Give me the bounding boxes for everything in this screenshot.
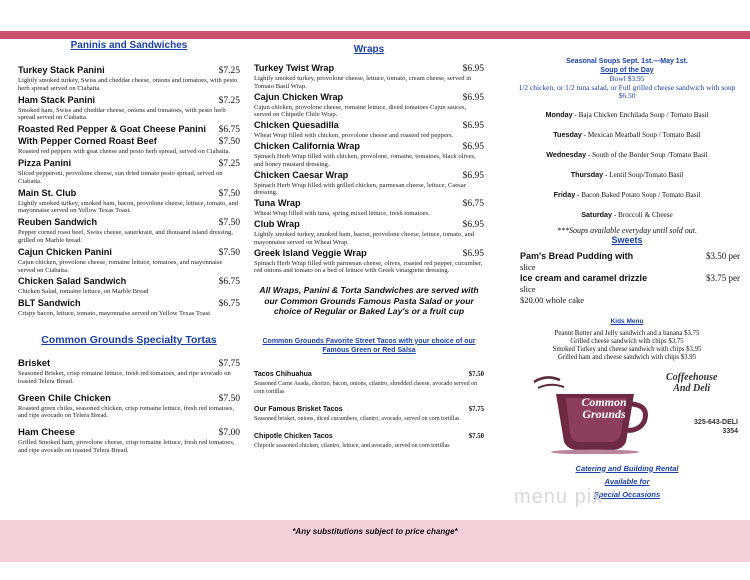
menu-item-price: $7.75 xyxy=(218,358,240,369)
menu-item-price: $7.50 xyxy=(218,218,240,229)
menu-item-name: Roasted Red Pepper & Goat Cheese Panini xyxy=(18,124,206,135)
logo-brand-common: Common xyxy=(581,394,627,409)
menu-item-price: $7.50 xyxy=(218,247,240,258)
menu-item-row xyxy=(18,276,240,288)
substitution-disclaimer: *Any substitutions subject to price change* xyxy=(292,527,458,536)
sweet-item-unit: slice xyxy=(520,261,536,272)
menu-item-row xyxy=(254,431,484,442)
menu-item-description: Wheat Wrap filled with tuna, spring mixed lettuce, fresh tomatoes. xyxy=(254,210,430,218)
menu-item-name: Cajun Chicken Panini xyxy=(18,246,112,257)
menu-item-row xyxy=(18,298,240,310)
menu-item-row xyxy=(18,124,240,136)
menu-item-name: Club Wrap xyxy=(254,218,300,229)
menu-item-price: $6.95 xyxy=(462,121,484,132)
sweet-item-price: $3.75 per xyxy=(706,272,740,283)
menu-item-row xyxy=(18,158,240,170)
logo-phone-2: 3354 xyxy=(722,427,738,435)
soup-day-name: Saturday xyxy=(581,209,613,219)
menu-item-price: $6.95 xyxy=(462,64,484,74)
menu-item-price: $6.75 xyxy=(218,277,240,288)
sweet-item-name: Ice cream and caramel drizzle xyxy=(520,272,648,283)
menu-item-price: $6.95 xyxy=(462,141,484,152)
kids-menu-item: Grilled ham and cheese sandwich with chips $3.95 xyxy=(557,353,697,361)
menu-item-row xyxy=(254,120,484,132)
menu-item-description: Lightly smoked turkey, provolone cheese, lettuce, tomato, cream cheese, served in Tomato Basil Wrap. xyxy=(254,75,472,90)
menu-item-row xyxy=(254,219,484,231)
menu-item-row xyxy=(18,188,240,200)
menu-item-name: Chipotle Chicken Tacos xyxy=(254,432,333,440)
menu-item-description: Lightly smoked turkey, smoked ham, bacon, provolone cheese, lettuce, tomato, and mayonnaise served on Wheat Wrap. xyxy=(254,230,475,246)
soups-heading: Seasonal Soups Sept. 1st.—May 1st. xyxy=(566,58,688,65)
paninis-column xyxy=(18,40,240,462)
menu-item-name: Chicken California Wrap xyxy=(254,140,361,151)
menu-item xyxy=(254,369,484,396)
menu-item-name: Turkey Twist Wrap xyxy=(254,63,335,73)
menu-item-name: Ham Stack Panini xyxy=(18,94,96,105)
menu-item-name: Chicken Salad Sandwich xyxy=(18,276,127,287)
soup-of-day-heading: Soup of the Day xyxy=(600,66,654,74)
menu-item xyxy=(18,358,240,386)
menu-item-description: Cajun chicken, provolone cheese, romaine lettuce, diced tomatoes Cajun sauces, served on Chipotle Chile Wrap. xyxy=(254,103,467,119)
menu-item-description: Grilled Smoked ham, provolone cheese, crisp romaine lettuce, fresh red tomatoes, and ripe avocado on toasted Telera Bread. xyxy=(18,439,235,454)
menu-item-description: Crispy bacon, lettuce, tomato, mayonnaise served on Yellow Texas Toast xyxy=(18,310,211,318)
menu-item-description: Lightly smoked turkey, smoked ham, bacon, provolone cheese, lettuce, tomato, and mayonnaise served on Yellow Texas Toast. xyxy=(18,199,239,215)
menu-item xyxy=(254,219,484,247)
menu-item-row xyxy=(18,247,240,259)
menu-item-description: Spinach Herb Wrap filled with chicken, provolone, romaine, tomatoes, black olives, and honey mustard dressing. xyxy=(254,152,476,168)
menu-item-name: BLT Sandwich xyxy=(18,298,81,309)
menu-item-description: Seasoned brisket, onions, diced cucumbers, cilantro, avocado, served on corn tortillas xyxy=(254,415,460,422)
sweet-item-price: $3.50 per xyxy=(706,250,740,261)
menu-item-price: $7.25 xyxy=(218,66,240,76)
menu-item-description: Spinach Herb Wrap filled with grilled chicken, parmesan cheese, lettuce, Caesar dressing. xyxy=(254,181,466,197)
menu-item-description: Roasted green chiles, seasoned chicken, crisp romaine lettuce, fresh red tomatoes, and ripe avocado on Telera Bread. xyxy=(18,404,235,420)
menu-item-price: $7.50 xyxy=(468,432,484,440)
menu-item-row xyxy=(18,217,240,229)
logo-coffeehouse: Coffeehouse xyxy=(666,371,718,383)
sweets-heading: Sweets xyxy=(611,234,643,245)
tortas-list xyxy=(18,358,240,455)
soup-day-name: Thursday xyxy=(570,169,604,179)
soup-bowl-price: Bowl $3.95 xyxy=(609,74,645,83)
menu-item-description: Chicken Salad, romaine lettuce, on Marble Bread xyxy=(18,288,149,296)
menu-item-row xyxy=(254,404,484,415)
menu-item-description: Lightly smoked turkey, Swiss and cheddar cheese, onions and tomatoes, with pesto herb spread served on Ciabatta. xyxy=(18,77,238,92)
menu-item xyxy=(254,141,484,169)
menu-item-description: Pepper corned roast beef, Swiss cheese, sauerkraut, and thousand island dressing, grilled on Marble bread. xyxy=(18,229,233,244)
menu-item xyxy=(18,427,240,455)
menu-item-alt-price: $7.50 xyxy=(218,137,240,148)
soup-day-row: Wednesday - South of the Border Soup /Tomato Basil xyxy=(546,149,708,159)
sweet-item xyxy=(520,251,740,273)
kids-menu-item: Peanut Butter and Jelly sandwich and a banana $3.75 xyxy=(554,329,700,337)
menu-item-price: $7.75 xyxy=(468,405,484,413)
menu-item-price: $7.50 xyxy=(218,393,240,404)
menu-item-row xyxy=(254,369,484,380)
menu-item-description: Roasted red peppers with goat cheese and pesto herb spread, served on Ciabatta. xyxy=(18,148,231,156)
paninis-heading: Paninis and Sandwiches xyxy=(70,40,188,51)
menu-item-name: Chicken Quesadilla xyxy=(254,120,339,131)
menu-item-row xyxy=(254,92,484,104)
menu-item-name: Greek Island Veggie Wrap xyxy=(254,247,367,258)
sides-note: All Wraps, Panini & Torta Sandwiches are served with our Common Grounds Famous Pasta Salad or your choice of Regular or Baked Lay's or a fruit cup xyxy=(259,285,479,317)
menu-item-name: Chicken Caesar Wrap xyxy=(254,169,349,180)
menu-item-description: Seasoned Brisket, crisp romaine lettuce, fresh red tomatoes, and ripe avocado on toasted Telera Bread. xyxy=(18,369,231,385)
menu-item-price: $7.50 xyxy=(218,188,240,199)
menu-item-row-alt xyxy=(18,136,240,148)
tacos-list xyxy=(254,369,484,450)
menu-item-name: Ham Cheese xyxy=(18,427,76,439)
soup-day-row: Thursday - Lentil Soup/Tomato Basil xyxy=(570,169,684,179)
menu-item-row xyxy=(254,141,484,153)
soup-day-soup: Bacon Baked Potato Soup / Tomato Basil xyxy=(581,190,701,199)
soup-combo: 1/2 chicken, or 1/2 tuna salad, or Full grilled cheese sandwich with soup $6.50 xyxy=(518,82,736,100)
menu-item-name: Green Chile Chicken xyxy=(18,392,111,404)
soup-day-soup: South of the Border Soup /Tomato Basil xyxy=(592,150,708,159)
menu-item-price: $7.50 xyxy=(468,370,484,378)
menu-item xyxy=(254,431,484,450)
sweet-item xyxy=(520,273,740,295)
paninis-list xyxy=(18,65,240,318)
menu-item xyxy=(18,124,240,156)
menu-item-description: Wheat Wrap filled with chicken, provolone cheese and roasted red peppers. xyxy=(254,132,454,140)
menu-item xyxy=(254,248,484,276)
menu-item-description: Spinach Herb Wrap filled with parmesan cheese, olives, roasted red pepper, cucumber, red onions and tomato on a bed of lettuce with Greek vinaigrette dressing. xyxy=(254,259,483,275)
kids-list xyxy=(514,330,740,362)
menu-item xyxy=(254,120,484,140)
wraps-heading: Wraps xyxy=(353,44,385,55)
menu-item xyxy=(254,404,484,423)
catering-text: Catering and Building Rental xyxy=(575,463,679,473)
menu-item-name: Pizza Panini xyxy=(18,157,72,168)
menu-item xyxy=(18,158,240,186)
sweet-item-unit: slice xyxy=(520,283,536,294)
menu-item-name: Tacos Chihuahua xyxy=(254,370,312,378)
top-accent-band xyxy=(0,31,750,39)
menu-item-name: Our Famous Brisket Tacos xyxy=(254,405,343,413)
special-occasions-text: Special Occasions xyxy=(593,489,661,499)
soup-day-name: Monday xyxy=(545,109,573,119)
sweet-item-row xyxy=(520,273,740,284)
sweets-list xyxy=(514,251,740,295)
wraps-list xyxy=(254,63,484,275)
menu-item xyxy=(18,393,240,421)
soup-days-list xyxy=(514,111,740,219)
soup-day-name: Wednesday xyxy=(546,149,587,159)
menu-item-row xyxy=(18,427,240,439)
menu-item-price: $6.75 xyxy=(462,199,484,210)
menu-item-price: $6.75 xyxy=(218,299,240,310)
menu-item-row xyxy=(18,65,240,77)
menu-item-price: $6.95 xyxy=(462,248,484,259)
menu-item-row xyxy=(254,170,484,182)
menu-item xyxy=(254,63,484,91)
menu-item xyxy=(18,276,240,296)
menu-item-row xyxy=(254,198,484,210)
menu-item-price: $6.95 xyxy=(462,219,484,230)
soup-day-row: Saturday - Broccoli & Cheese xyxy=(581,209,673,219)
menu-item-alt-name: With Pepper Corned Roast Beef xyxy=(18,136,157,147)
logo-phone-1: 325-643-DELI xyxy=(694,418,738,426)
menu-item xyxy=(18,95,240,123)
menu-item-price: $6.95 xyxy=(462,92,484,103)
kids-menu-item: Grilled cheese sandwich with chips $3.75 xyxy=(570,337,684,345)
menu-item-name: Reuben Sandwich xyxy=(18,217,98,228)
soup-day-soup: Broccoli & Cheese xyxy=(618,210,673,219)
soup-availability-note: ***Soups available everyday until sold out. xyxy=(557,225,697,235)
soup-day-row: Monday - Baja Chicken Enchilada Soup / Tomato Basil xyxy=(545,109,709,119)
menu-item-description: Smoked ham, Swiss and cheddar cheese, onions and tomatoes, with pesto herb spread served on Ciabatta. xyxy=(18,106,226,122)
menu-item xyxy=(18,298,240,318)
menu-item-price: $6.95 xyxy=(462,170,484,181)
soup-day-soup: Lentil Soup/Tomato Basil xyxy=(609,170,684,179)
menu-item xyxy=(18,65,240,93)
soup-day-row: Tuesday - Mexican Meatball Soup / Tomato Basil xyxy=(553,129,701,139)
menu-item-name: Main St. Club xyxy=(18,187,77,198)
menu-item-price: $7.00 xyxy=(218,428,240,439)
menu-item-row xyxy=(18,95,240,107)
menu-item-description: Sliced pepperoni, provolone cheese, sun dried tomato pesto spread, served on Ciabatta. xyxy=(18,169,223,185)
menu-item-name: Tuna Wrap xyxy=(254,198,301,209)
menu-item-row xyxy=(18,358,240,370)
soups-sweets-column xyxy=(514,40,740,501)
menu-item-description: Cajun chicken, provolone cheese, romaine lettuce, tomatoes, and mayonnaise served on Ciabatta. xyxy=(18,258,223,274)
watermark: menu pix xyxy=(514,486,604,508)
wraps-column xyxy=(254,40,484,458)
menu-item-price: $7.25 xyxy=(218,158,240,169)
soup-day-soup: Baja Chicken Enchilada Soup / Tomato Basil xyxy=(578,110,709,119)
tortas-heading: Common Grounds Specialty Tortas xyxy=(41,333,217,346)
menu-item-name: Turkey Stack Panini xyxy=(18,65,105,75)
menu-item-row xyxy=(18,393,240,405)
kids-menu-item: Smoked Turkey and cheese sandwich with chips $3.95 xyxy=(552,345,702,353)
menu-item-description: Seasoned Carne Asada, chorizo, bacon, onions, cilantro, shredded cheese, avocado served on corn tortillas xyxy=(254,380,478,395)
logo-and-deli: And Deli xyxy=(673,382,711,394)
menu-item-description: Chipotle seasoned chicken, cilantro, lettuce, and avocado, served on corn tortillas xyxy=(254,442,450,449)
soup-day-name: Friday xyxy=(553,189,576,199)
menu-item xyxy=(254,92,484,120)
whole-cake-price: $20.00 whole cake xyxy=(520,294,584,305)
menu-item-row xyxy=(254,248,484,260)
sweet-item-name: Pam's Bread Pudding with xyxy=(520,250,634,261)
logo xyxy=(514,372,740,454)
menu-item-row xyxy=(254,63,484,75)
menu-item xyxy=(18,247,240,275)
kids-heading: Kids Menu xyxy=(610,317,644,325)
menu-item xyxy=(254,170,484,198)
available-text: Available for xyxy=(604,476,650,486)
menu-item-price: $6.75 xyxy=(218,125,240,136)
soup-day-name: Tuesday xyxy=(553,129,582,139)
menu-item xyxy=(18,217,240,245)
logo-brand-grounds: Grounds xyxy=(582,406,626,421)
tacos-heading: Common Grounds Favorite Street Tacos with your choice of our Famous Green or Red Salsa xyxy=(262,337,476,354)
sweet-item-row xyxy=(520,251,740,262)
soup-day-row: Friday - Bacon Baked Potato Soup / Tomato Basil xyxy=(553,189,701,199)
soup-day-soup: Mexican Meatball Soup / Tomato Basil xyxy=(587,130,701,139)
menu-item xyxy=(18,188,240,216)
menu-item xyxy=(254,198,484,218)
menu-item-price: $7.25 xyxy=(218,95,240,106)
menu-item-name: Cajun Chicken Wrap xyxy=(254,91,344,102)
menu-item-name: Brisket xyxy=(18,357,51,369)
